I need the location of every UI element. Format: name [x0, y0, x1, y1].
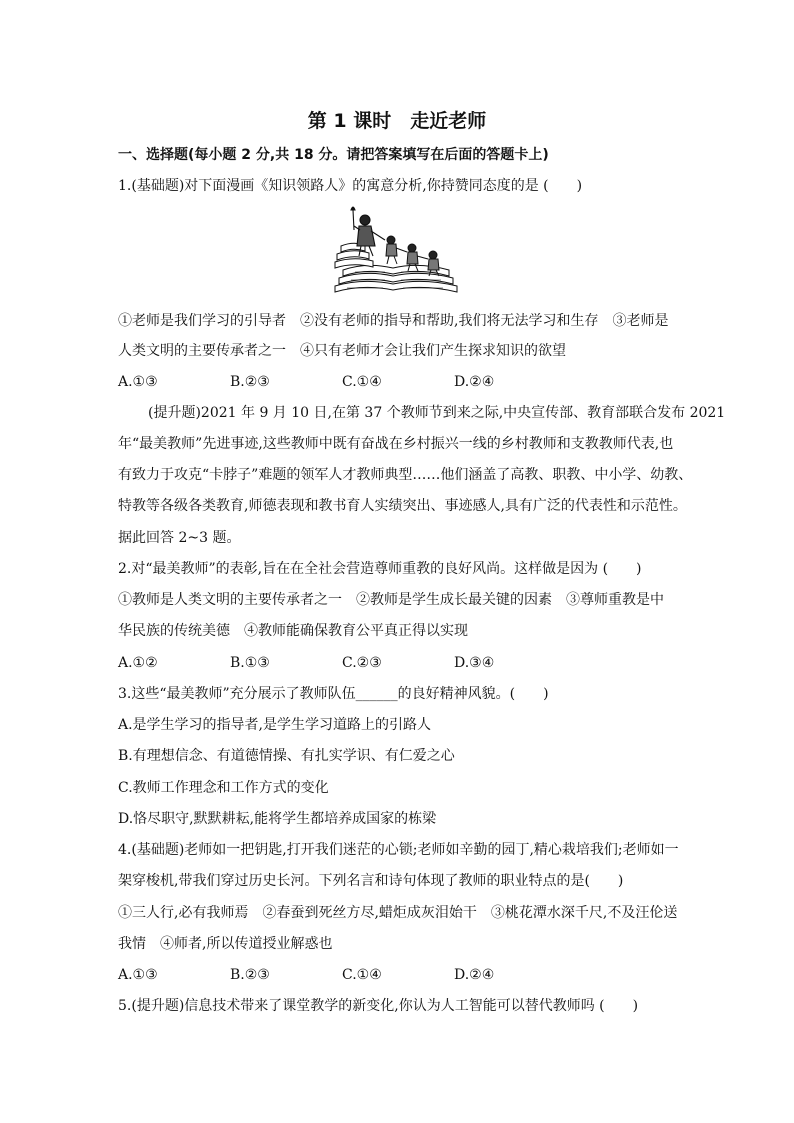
q2-option-b: B.①③	[230, 655, 270, 671]
q4-stem-line2: 架穿梭机,带我们穿过历史长河。下列名言和诗句体现了教师的职业特点的是( )	[118, 873, 624, 889]
q4-option-d: D.②④	[454, 967, 495, 983]
q3-option-c: C.教师工作理念和工作方式的变化	[118, 780, 329, 796]
q1-option-a: A.①③	[118, 374, 158, 390]
q1-statements-line2: 人类文明的主要传承者之一 ④只有老师才会让我们产生探求知识的欲望	[118, 343, 566, 359]
page-title: 第 1 课时 走近老师	[307, 110, 487, 132]
passage-line2: 年“最美教师”先进事迹,这些教师中既有奋战在乡村振兴一线的乡村教师和支教教师代表,也	[118, 436, 674, 452]
passage-line5: 据此回答 2~3 题。	[118, 530, 241, 546]
q3-option-a: A.是学生学习的指导者,是学生学习道路上的引路人	[118, 717, 432, 733]
q2-option-c: C.②③	[342, 655, 382, 671]
q4-option-a: A.①③	[118, 967, 158, 983]
passage-line1: (提升题)2021 年 9 月 10 日,在第 37 个教师节到来之际,中央宣传部、教育部联合发布 2021	[148, 405, 726, 421]
q1-options	[118, 372, 678, 392]
q4-option-c: C.①④	[342, 967, 382, 983]
q4-statements-line2: 我情 ④师者,所以传道授业解惑也	[118, 936, 333, 952]
q4-stem-line1: 4.(基础题)老师如一把钥匙,打开我们迷茫的心锁;老师如辛勤的园丁,精心栽培我们;老师如一	[118, 842, 679, 858]
q2-statements-line1: ①教师是人类文明的主要传承者之一 ②教师是学生成长最关键的因素 ③尊师重教是中	[118, 592, 664, 608]
section-heading: 一、选择题(每小题 2 分,共 18 分。请把答案填写在后面的答题卡上)	[118, 147, 549, 163]
q4-statements-line1: ①三人行,必有我师焉 ②春蚕到死丝方尽,蜡炬成灰泪始干 ③桃花潭水深千尺,不及汪伦送	[118, 905, 678, 921]
q1-option-d: D.②④	[454, 374, 495, 390]
knowledge-guide-comic-image	[333, 204, 461, 296]
q2-option-a: A.①②	[118, 655, 158, 671]
passage-line4: 特教等各级各类教育,师德表现和教书育人实绩突出、事迹感人,具有广泛的代表性和示范性。	[118, 498, 687, 514]
q5-stem: 5.(提升题)信息技术带来了课堂教学的新变化,你认为人工智能可以替代教师吗 ( )	[118, 998, 639, 1014]
q1-statements-line1: ①老师是我们学习的引导者 ②没有老师的指导和帮助,我们将无法学习和生存 ③老师是	[118, 313, 669, 329]
q3-option-d: D.恪尽职守,默默耕耘,能将学生都培养成国家的栋梁	[118, 811, 437, 827]
q2-statements-line2: 华民族的传统美德 ④教师能确保教育公平真正得以实现	[118, 623, 468, 639]
q4-options	[118, 965, 678, 985]
q2-stem: 2.对“最美教师”的表彰,旨在在全社会营造尊师重教的良好风尚。这样做是因为 ( )	[118, 561, 642, 577]
q1-option-b: B.②③	[230, 374, 270, 390]
q3-option-b: B.有理想信念、有道德情操、有扎实学识、有仁爱之心	[118, 748, 455, 764]
q1-option-c: C.①④	[342, 374, 382, 390]
q4-option-b: B.②③	[230, 967, 270, 983]
q2-option-d: D.③④	[454, 655, 495, 671]
passage-line3: 有致力于攻克“卡脖子”难题的领军人才教师典型……他们涵盖了高教、职教、中小学、幼教、	[118, 467, 693, 483]
q1-stem: 1.(基础题)对下面漫画《知识领路人》的寓意分析,你持赞同态度的是 ( )	[118, 178, 583, 194]
q3-stem: 3.这些“最美教师”充分展示了教师队伍______的良好精神风貌。( )	[118, 686, 549, 702]
q2-options	[118, 653, 678, 673]
